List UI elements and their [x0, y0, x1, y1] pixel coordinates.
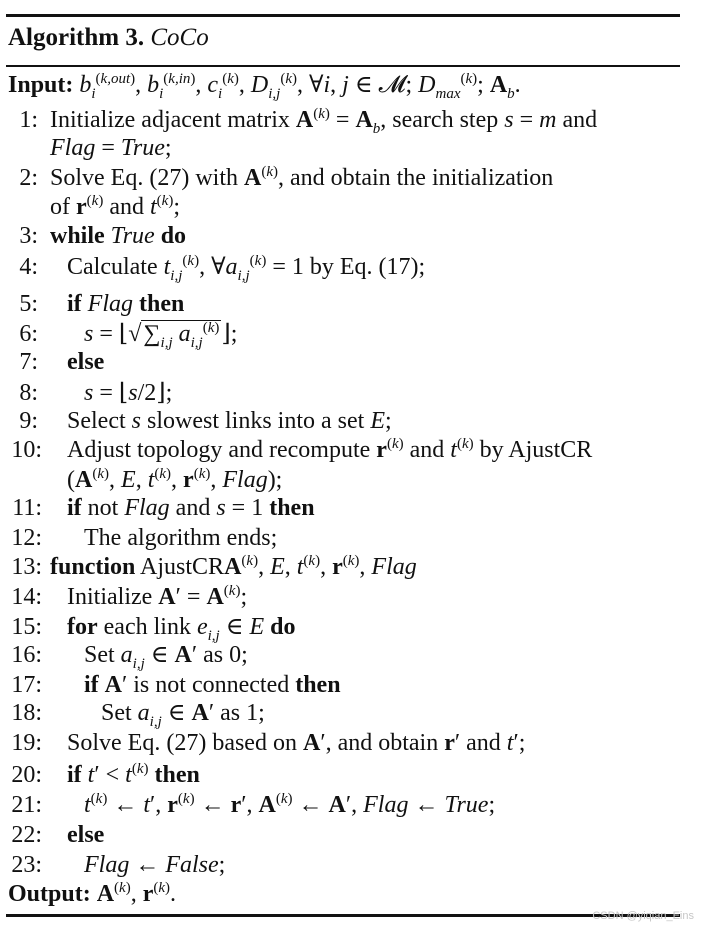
bottom-rule: [6, 914, 680, 917]
step-number: 8:: [19, 380, 38, 406]
algorithm-step: [6, 193, 180, 222]
algorithm-step: [6, 164, 554, 193]
step-text: if not Flag and s = 1 then: [67, 495, 315, 521]
step-text: of $r^{(k)}$ and $t^{(k)}$;: [50, 193, 180, 220]
step-text: Initialize adjacent matrix $A^{(k)} = A_b$, search step s = m and: [50, 106, 598, 137]
algorithm-label: Algorithm 3.: [8, 24, 145, 51]
step-number: 20:: [11, 762, 42, 788]
algorithm-step: [6, 253, 426, 284]
step-text: Solve Eq. (27) based on A′, and obtain r′ and t′;: [67, 730, 526, 756]
step-number: 7:: [19, 349, 38, 375]
output-text: $A^{(k)}$, $r^{(k)}$.: [96, 880, 177, 907]
input-label: Input:: [8, 72, 74, 98]
step-text: if Flag then: [67, 291, 185, 317]
step-text: Adjust topology and recompute $r^{(k)}$ and $t^{(k)}$ by AjustCR: [67, 436, 593, 463]
step-text: Initialize $A' = A^{(k)}$;: [67, 583, 248, 610]
step-text: $t^{(k)}$ ← t′, $r^{(k)}$ ← r′, $A^{(k)}$ ← A′, Flag ← True;: [84, 791, 496, 818]
algorithm-step: [6, 379, 173, 408]
algorithm-step: [6, 348, 105, 377]
step-text: Flag ← False;: [84, 852, 226, 878]
step-text: $s = ⌊√\sum_{i,j}$ $a_{i,j}^{(k)}⌋$;: [84, 320, 238, 351]
step-number: 18:: [11, 700, 42, 726]
algorithm-step: [6, 320, 238, 351]
step-number: 17:: [11, 672, 42, 698]
step-text: else: [67, 349, 105, 375]
algorithm-step: [6, 613, 296, 644]
step-text: Solve Eq. (27) with $A^{(k)}$, and obtain the initialization: [50, 164, 554, 191]
step-text: Set $a_{i,j}$ ∈ A′ as 0;: [84, 642, 248, 672]
header-rule: [6, 65, 680, 67]
algorithm-step: [6, 671, 341, 700]
step-text: Flag = True;: [50, 135, 172, 161]
step-text: s = ⌊s/2⌋;: [84, 380, 173, 406]
algorithm-step: [6, 761, 200, 790]
step-number: 4:: [19, 254, 38, 280]
step-number: 3:: [19, 223, 38, 249]
step-number: 19:: [11, 730, 42, 756]
step-text: else: [67, 822, 105, 848]
algorithm-name: CoCo: [150, 24, 209, 51]
step-number: 2:: [19, 165, 38, 191]
step-number: 10:: [11, 437, 42, 463]
algorithm-title: [8, 24, 209, 52]
step-text: function AjustCRA$^{(k)}$, E, $t^{(k)}$, $r^{(k)}$, Flag: [50, 553, 417, 580]
step-text: for each link $e_{i,j}$ ∈ E do: [67, 614, 296, 644]
algorithm-step: [6, 106, 598, 137]
algorithm-step: [6, 494, 315, 523]
algorithm-step: [6, 791, 496, 820]
step-text: Select s slowest links into a set E;: [67, 408, 392, 434]
step-number: 15:: [11, 614, 42, 640]
step-text: The algorithm ends;: [84, 525, 278, 551]
step-number: 12:: [11, 525, 42, 551]
top-rule: [6, 14, 680, 17]
step-text: Set $a_{i,j}$ ∈ A′ as 1;: [101, 700, 265, 730]
algorithm-step: [6, 134, 172, 163]
input-line: [8, 71, 521, 100]
step-text: Calculate $t_{i,j}^{(k)}$, $\forall a_{i,j}^{(k)} = 1$ by Eq. (17);: [67, 253, 426, 284]
step-number: 5:: [19, 291, 38, 317]
step-text: ($A^{(k)}$, E, $t^{(k)}$, $r^{(k)}$, Flag);: [67, 466, 283, 493]
algorithm-step: [6, 553, 417, 582]
output-line: [8, 880, 176, 909]
step-number: 13:: [11, 554, 42, 580]
input-text: $b_i^{(k,out)}$, $b_i^{(k,in)}$, $c_i^{(k)}$, $D_{i,j}^{(k)}$, ∀i, j ∈ 𝓜; $D_{max}^{(k)}$; $A_b$.: [79, 71, 521, 102]
step-text: if A′ is not connected then: [84, 672, 341, 698]
step-number: 6:: [19, 321, 38, 347]
step-number: 1:: [19, 107, 38, 133]
algorithm-step: [6, 436, 593, 465]
watermark: CSDN @yiqian_Eins: [592, 910, 694, 922]
algorithm-step: [6, 851, 226, 880]
algorithm-step: [6, 466, 283, 495]
step-number: 11:: [12, 495, 42, 521]
algorithm-step: [6, 290, 185, 319]
algorithm-step: [6, 821, 105, 850]
algorithm-step: [6, 583, 248, 612]
output-label: Output:: [8, 881, 91, 907]
algorithm-step: [6, 699, 265, 730]
algorithm-step: [6, 524, 278, 553]
step-number: 16:: [11, 642, 42, 668]
step-text: while True do: [50, 223, 187, 249]
algorithm-step: [6, 407, 392, 436]
algorithm-step: [6, 222, 187, 251]
step-number: 23:: [11, 852, 42, 878]
step-number: 14:: [11, 584, 42, 610]
algorithm-step: [6, 729, 526, 758]
step-number: 9:: [19, 408, 38, 434]
algorithm-step: [6, 641, 248, 672]
step-number: 22:: [11, 822, 42, 848]
step-text: if $t' < t^{(k)}$ then: [67, 761, 200, 788]
step-number: 21:: [11, 792, 42, 818]
